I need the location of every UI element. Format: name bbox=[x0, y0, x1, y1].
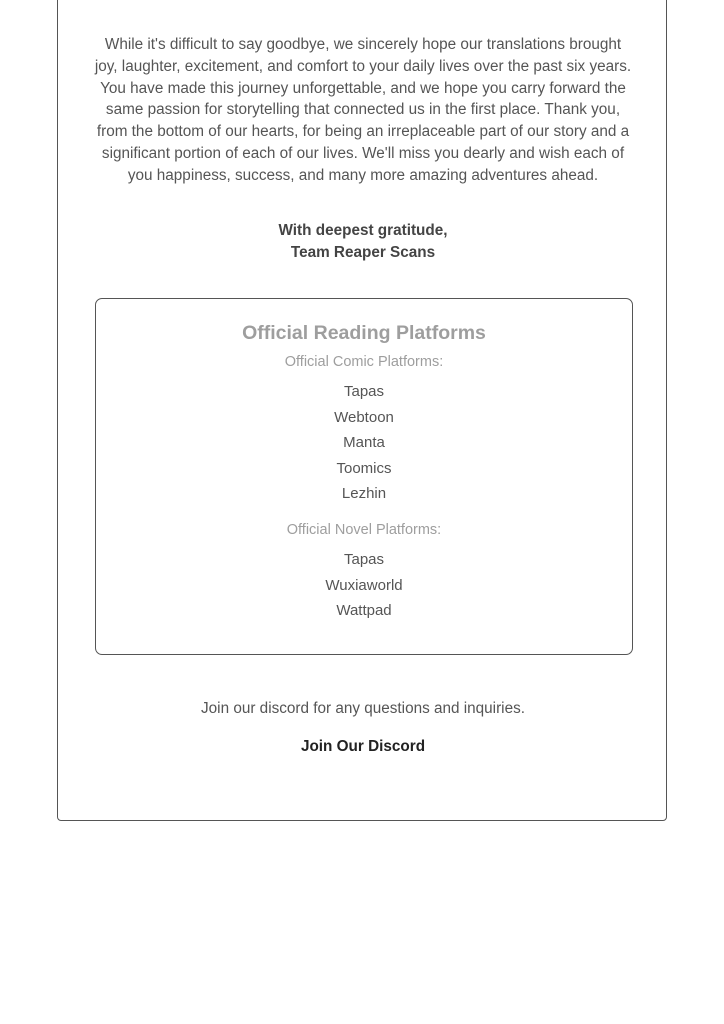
comic-platform-link-tapas[interactable]: Tapas bbox=[343, 383, 385, 400]
list-item bbox=[96, 547, 632, 573]
farewell-message: While it's difficult to say goodbye, we sincerely hope our translations brought joy, laughter, excitement, and comfort to your daily lives over the past six years. You have made this journey unforgettable, and we hope you carry forward the same passion for storytelling that connected us in the first place. Thank you, from the bottom of our hearts, for being an irreplaceable part of our story and a significant portion of each of our lives. We'll miss you dearly and wish each of you happiness, success, and many more amazing adventures ahead. bbox=[94, 36, 632, 184]
list-item bbox=[96, 456, 632, 482]
announcement-card bbox=[57, 0, 667, 821]
join-discord-button[interactable]: Join Our Discord bbox=[300, 738, 426, 755]
team-signature: Team Reaper Scans bbox=[290, 244, 436, 261]
comic-platform-link-manta[interactable]: Manta bbox=[343, 434, 385, 452]
signature-block bbox=[94, 220, 632, 264]
novel-platform-link-wuxiaworld[interactable]: Wuxiaworld bbox=[325, 576, 403, 594]
official-platforms-box bbox=[95, 298, 633, 655]
novel-platform-link-wattpad[interactable]: Wattpad bbox=[336, 602, 392, 620]
list-item bbox=[96, 481, 632, 507]
list-item bbox=[96, 430, 632, 456]
list-item bbox=[96, 379, 632, 405]
comic-platform-link-webtoon[interactable]: Webtoon bbox=[334, 408, 394, 426]
list-item bbox=[96, 598, 632, 624]
novel-platform-list bbox=[96, 547, 632, 624]
list-item bbox=[96, 573, 632, 599]
novel-platform-link-tapas[interactable]: Tapas bbox=[343, 551, 385, 568]
discord-invite-text: Join our discord for any questions and inquiries. bbox=[201, 700, 525, 717]
comic-platforms-heading: Official Comic Platforms: bbox=[284, 354, 444, 370]
join-discord-link bbox=[94, 738, 632, 756]
platforms-title: Official Reading Platforms bbox=[242, 322, 486, 344]
comic-platform-link-toomics[interactable]: Toomics bbox=[336, 459, 392, 477]
comic-platform-list bbox=[96, 379, 632, 507]
novel-platforms-heading: Official Novel Platforms: bbox=[286, 522, 442, 538]
closing-line: With deepest gratitude, bbox=[278, 222, 448, 239]
list-item bbox=[96, 405, 632, 431]
comic-platform-link-lezhin[interactable]: Lezhin bbox=[341, 485, 387, 503]
